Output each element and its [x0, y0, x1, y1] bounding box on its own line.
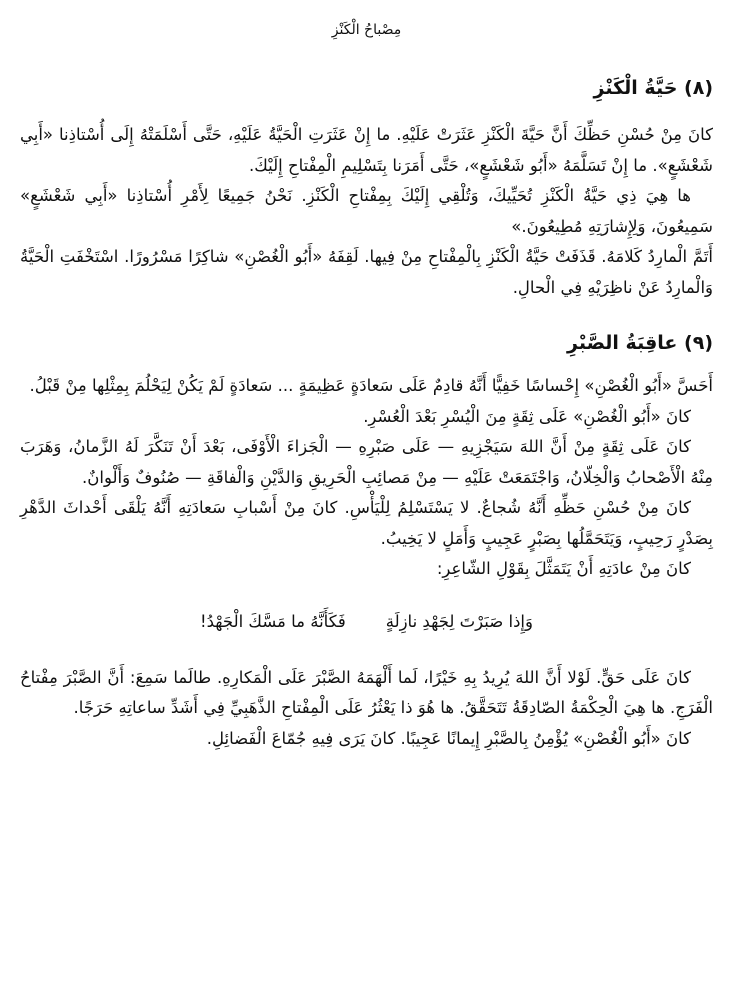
running-head: مِصْباحُ الْكَنْزِ: [331, 22, 402, 38]
section-8-title: (٨) حَيَّةُ الْكَنْزِ: [593, 77, 713, 99]
paragraph: ها هِيَ ذِي حَيَّةُ الْكَنْزِ تُحَيِّيكَ، وَتُلْقِي إِلَيْكَ بِمِفْتاحِ الْكَنْزِ. نَحْنُ جَمِيعًا لِأَمْرِ أُسْتاذِنا «أَبِي شَعْشَعٍ» سَمِيعُونَ، وَلِإِشارَتِهِ مُطِيعُونَ.»: [20, 186, 713, 236]
section-9-title: (٩) عاقِبَةُ الصَّبْرِ: [567, 332, 713, 354]
paragraph: كانَ «أَبُو الْغُصْنِ» عَلَى ثِقَةٍ مِنَ الْيُسْرِ بَعْدَ الْعُسْرِ.: [363, 406, 691, 426]
paragraph: كانَ مِنْ حُسْنِ حَظِّكَ أَنَّ حَيَّةَ الْكَنْزِ عَثَرَتْ عَلَيْهِ. ما إِنْ عَثَرَتِ الْحَيَّةُ عَلَيْهِ، حَتَّى أَسْلَمَتْهُ إِلَى أُسْتاذِنا «أَبِي شَعْشَعٍ». ما إِنْ تَسَلَّمَهُ «أَبُو شَعْشَعٍ»، حَتَّى أَمَرَنا بِتَسْلِيمِ الْمِفْتاحِ إِلَيْكَ.: [20, 125, 713, 175]
paragraph: كانَ مِنْ عادَتِهِ أَنْ يَتَمَثَّلَ بِقَوْلِ الشّاعِرِ:: [436, 559, 691, 578]
paragraph: كانَ عَلَى ثِقَةٍ مِنْ أَنَّ اللهَ سَيَجْزِيهِ — عَلَى صَبْرِهِ — الْجَزاءَ الْأَوْفَى، بَعْدَ أَنْ تَنَكَّرَ لَهُ الزَّمانُ، وَهَرَبَ مِنْهُ الْأَصْحابُ وَالْخِلّانُ، وَاجْتَمَعَتْ عَلَيْهِ — مِنْ مَصائِبِ الْحَرِيقِ وَالدَّيْنِ وَالْفاقَةِ — صُنُوفٌ وَأَلْوانٌ.: [20, 437, 713, 487]
paragraph: كانَ «أَبُو الْغُصْنِ» يُؤْمِنُ بِالصَّبْرِ إِيمانًا عَجِيبًا. كانَ يَرَى فِيهِ جُمّاعَ الْفَضائِلِ.: [206, 728, 691, 748]
poetry-verse: [20, 607, 713, 637]
paragraph: أَحَسَّ «أَبُو الْغُصْنِ» إِحْساسًا خَفِيًّا أَنَّهُ قادِمٌ عَلَى سَعادَةٍ عَظِيمَةٍ ... سَعادَةٍ لَمْ يَكُنْ لِيَحْلُمَ بِمِثْلِها مِنْ قَبْلُ.: [29, 376, 713, 395]
paragraph: كانَ مِنْ حُسْنِ حَظِّهِ أَنَّهُ شُجاعٌ. لا يَسْتَسْلِمُ لِلْيَأْسِ. كانَ مِنْ أَسْبابِ سَعادَتِهِ أَنَّهُ يَلْقَى أَحْداثَ الدَّهْرِ بِصَدْرٍ رَحِيبٍ، وَيَتَحَمَّلُها بِصَبْرٍ عَجِيبٍ وَأَمَلٍ لا يَخِيبُ.: [20, 498, 713, 548]
paragraph: أَتَمَّ الْمارِدُ كَلامَهُ. قَذَفَتْ حَيَّةُ الْكَنْزِ بِالْمِفْتاحِ مِنْ فِيها. لَقِفَهُ «أَبُو الْغُصْنِ» شاكِرًا مَسْرُورًا. اسْتَخْفَتِ الْحَيَّةُ وَالْمارِدُ عَنْ ناظِرَيْهِ فِي الْحالِ.: [20, 247, 713, 297]
paragraph: كانَ عَلَى حَقٍّ. لَوْلا أَنَّ اللهَ يُرِيدُ بِهِ خَيْرًا، لَما أَلْهَمَهُ الصَّبْرَ عَلَى الْمَكارِهِ. طالَما سَمِعَ: أَنَّ الصَّبْرَ مِفْتاحُ الْفَرَجِ. ها هِيَ الْحِكْمَةُ الصّادِقَةُ تَتَحَقَّقُ. ها هُوَ ذا يَعْثُرُ عَلَى الْمِفْتاحِ الذَّهَبِيِّ فِي أَشَدِّ ساعاتِهِ حَرَجًا.: [20, 667, 713, 717]
verse-first-hemistich: وَإِذا صَبَرْتَ لِجَهْدِ نازِلَةٍ: [385, 611, 533, 631]
verse-second-hemistich: فَكَأَنَّهُ ما مَسَّكَ الْجَهْدُ!: [200, 611, 346, 631]
